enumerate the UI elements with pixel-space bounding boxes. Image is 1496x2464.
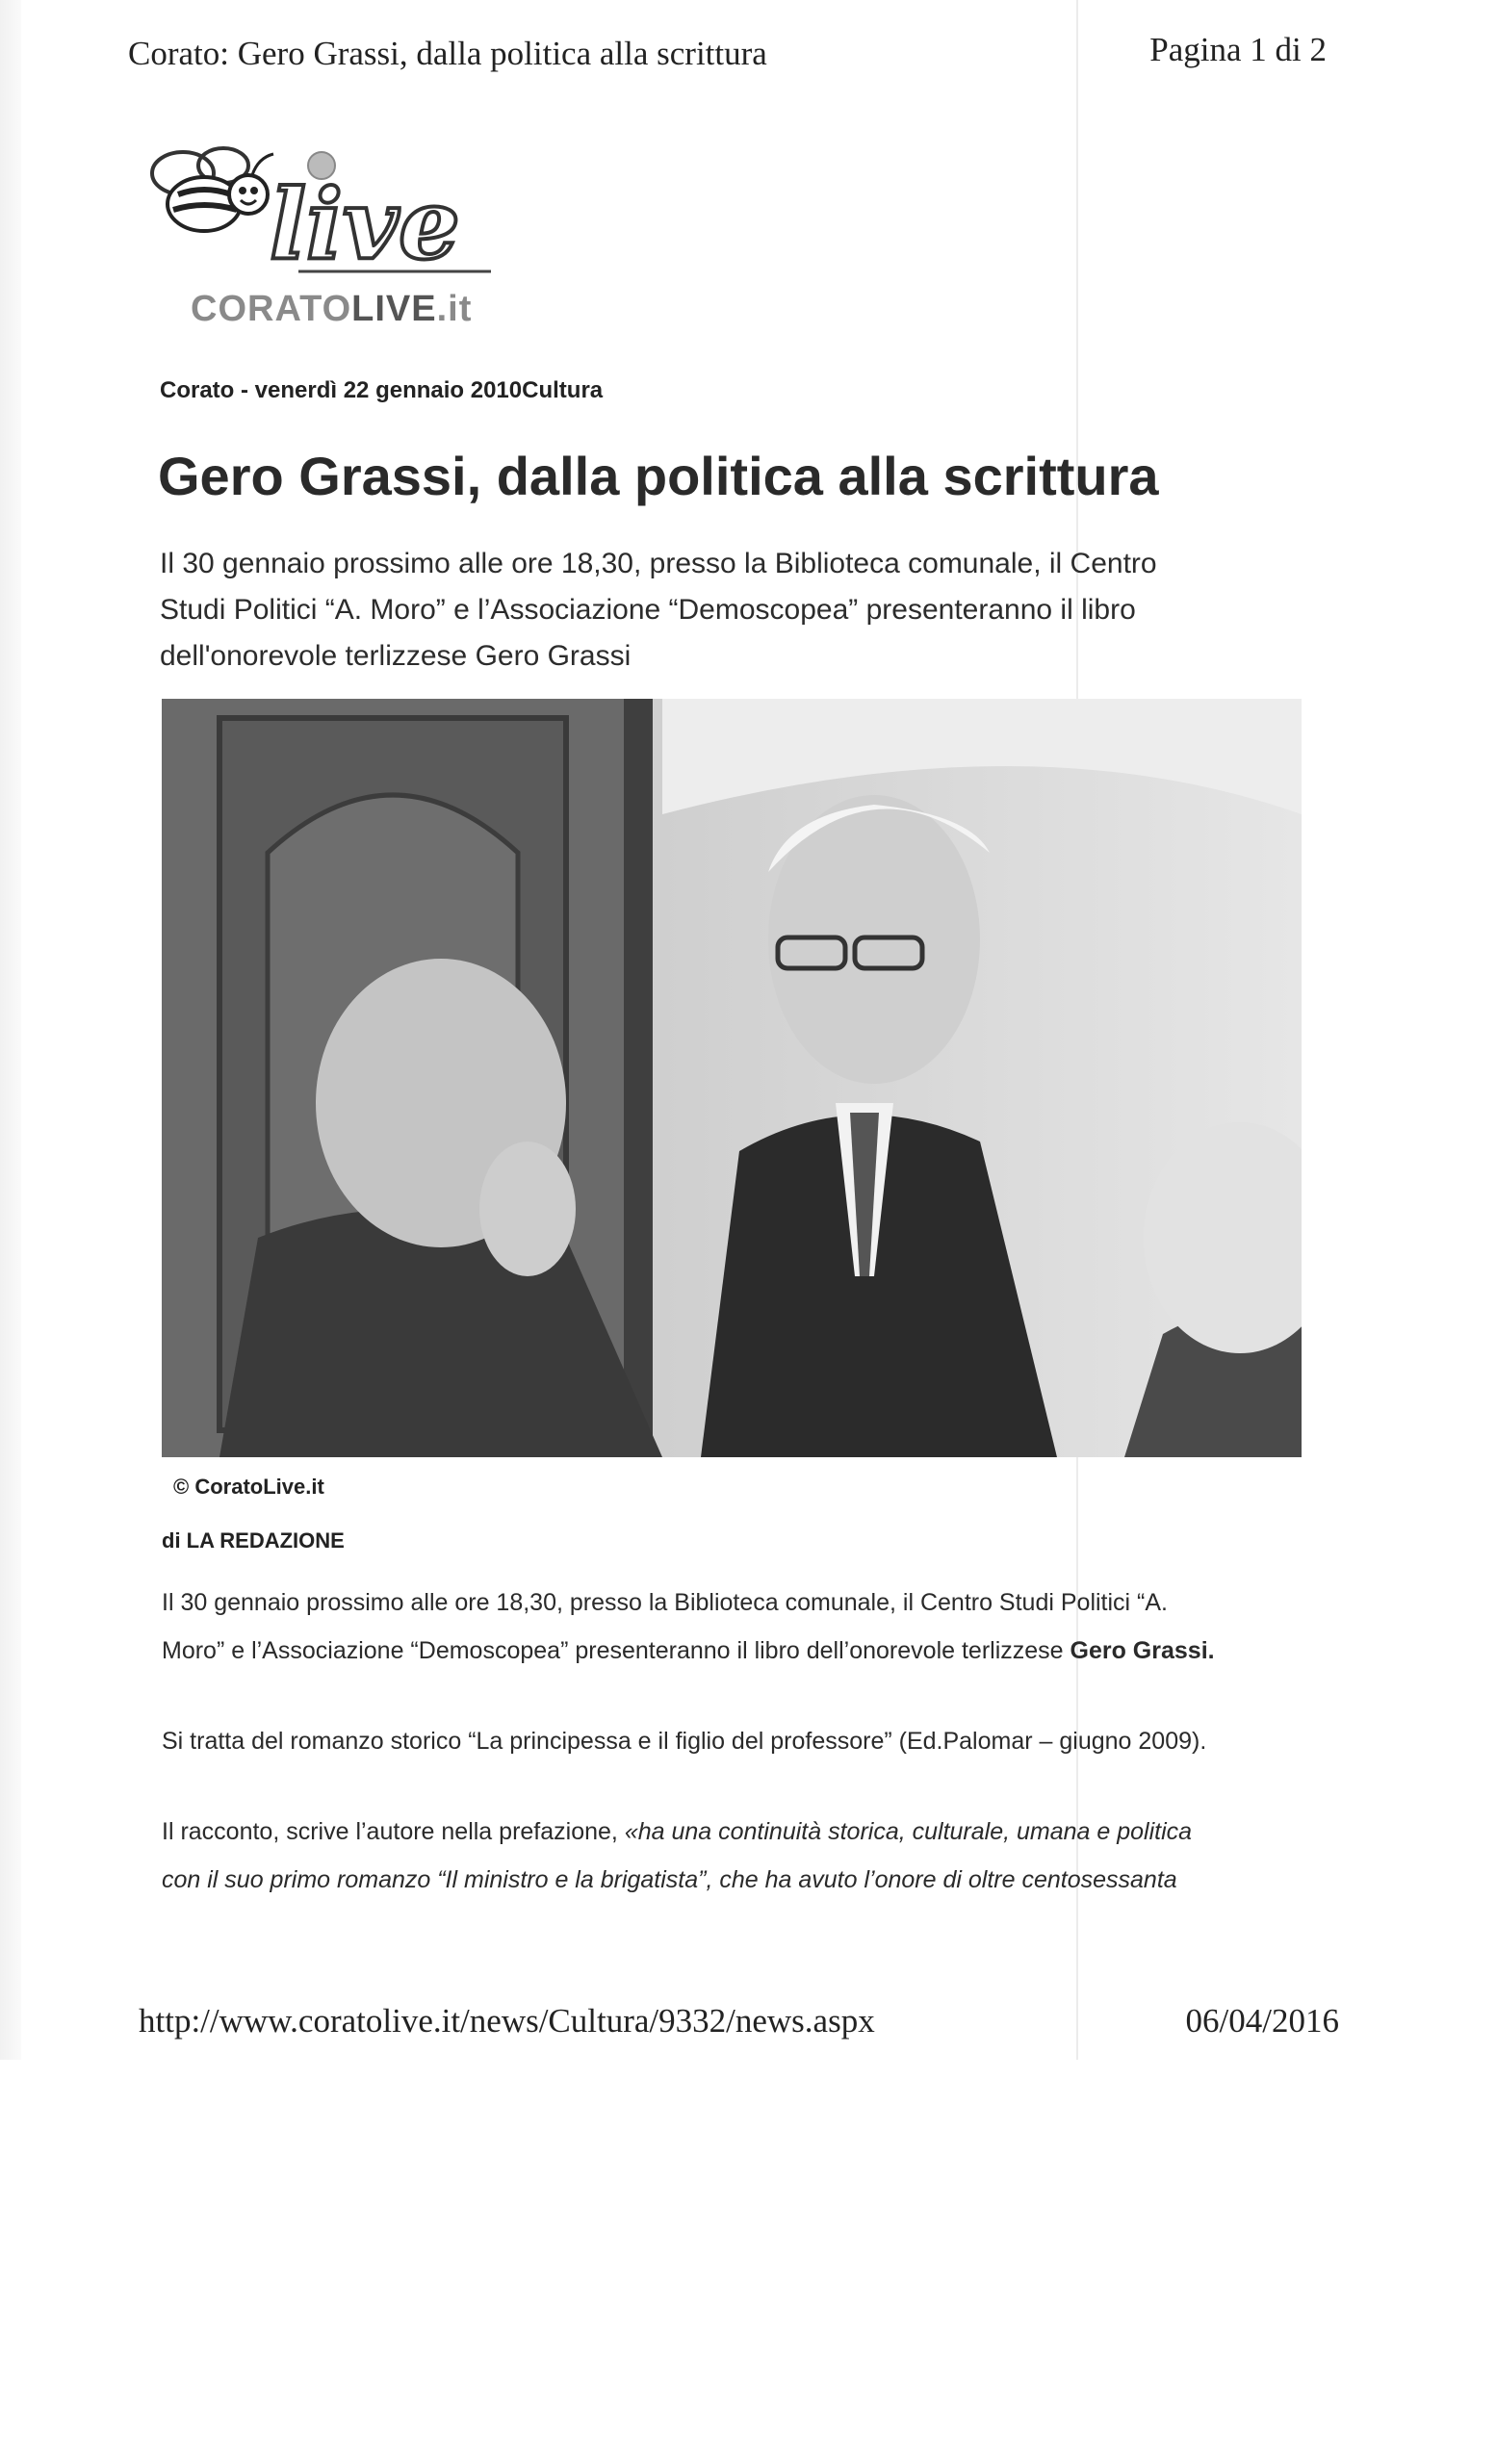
article-lead	[160, 541, 1267, 680]
photo-caption: © CoratoLive.it	[173, 1475, 324, 1499]
logo-wordmark: CORATOLIVE.it	[191, 289, 473, 329]
quote-text: «ha una continuità storica, culturale, umana e politica	[624, 1818, 1193, 1845]
article-byline: di LA REDAZIONE	[162, 1528, 345, 1553]
body-paragraph	[162, 1578, 1317, 1675]
lead-line: Studi Politici “A. Moro” e l’Associazione “Demoscopea” presenteranno il libro	[160, 594, 1136, 626]
body-line: Il 30 gennaio prossimo alle ore 18,30, presso la Biblioteca comunale, il Centro Studi Politici “A.	[162, 1589, 1168, 1616]
body-line: con il suo primo romanzo “Il ministro e la brigatista”, che ha avuto l’onore di oltre centosessanta	[162, 1866, 1177, 1893]
body-text: Moro” e l’Associazione “Demoscopea” presenteranno il libro dell’onorevole terlizzese	[162, 1637, 1070, 1664]
body-line	[162, 1808, 1317, 1856]
body-paragraph	[162, 1717, 1317, 1765]
body-paragraph	[162, 1808, 1317, 1904]
lead-line: dell'onorevole terlizzese Gero Grassi	[160, 640, 632, 672]
print-footer-url: http://www.coratolive.it/news/Cultura/9332/news.aspx	[139, 2002, 875, 2040]
body-line: Si tratta del romanzo storico “La principessa e il figlio del professore” (Ed.Palomar – giugno 2009).	[162, 1728, 1207, 1755]
body-text: Il racconto, scrive l’autore nella prefazione,	[162, 1818, 625, 1845]
svg-text:live: live	[270, 167, 460, 281]
lead-line: Il 30 gennaio prossimo alle ore 18,30, presso la Biblioteca comunale, il Centro	[160, 548, 1157, 579]
print-footer-date: 06/04/2016	[1185, 2002, 1339, 2040]
body-line	[162, 1627, 1317, 1675]
author-name: Gero Grassi.	[1070, 1637, 1215, 1664]
article-headline: Gero Grassi, dalla politica alla scrittura	[158, 446, 1159, 506]
article-photo	[162, 699, 1302, 1457]
coratolive-logo[interactable]	[144, 144, 510, 337]
article-dateline: Corato - venerdì 22 gennaio 2010Cultura	[160, 377, 604, 403]
scan-edge	[0, 0, 21, 2060]
photo-men-icon	[162, 699, 1302, 1457]
print-header-page: Pagina 1 di 2	[1149, 31, 1327, 68]
print-header-title: Corato: Gero Grassi, dalla politica alla scrittura	[128, 35, 767, 72]
